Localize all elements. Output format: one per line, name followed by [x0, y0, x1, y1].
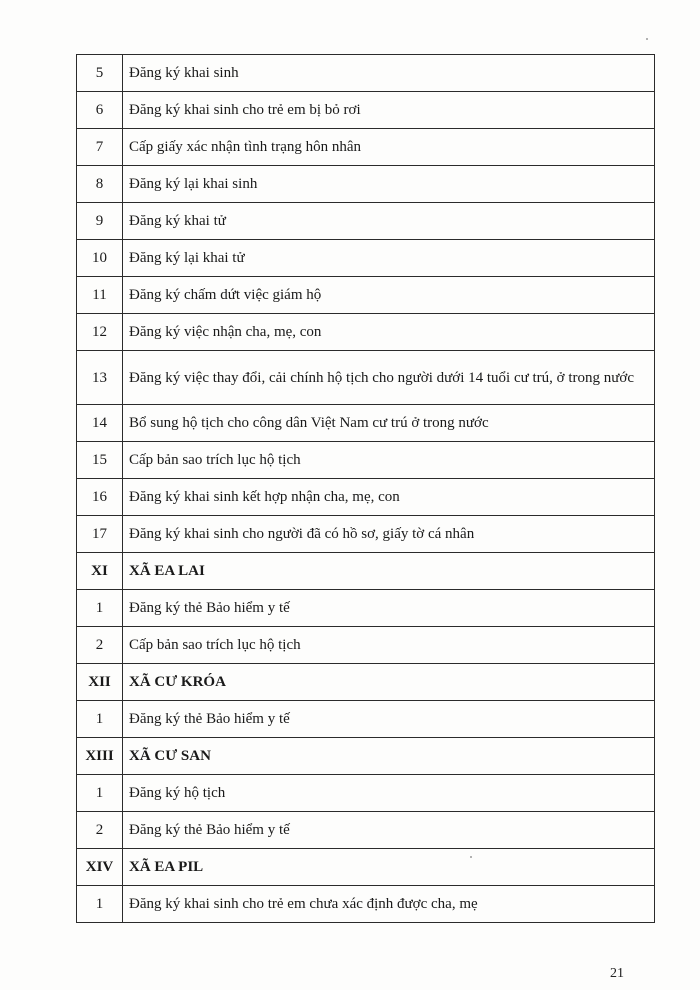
table-row — [77, 701, 655, 738]
section-row-cu-kroa — [77, 664, 655, 701]
section-title: XÃ EA LAI — [123, 553, 655, 590]
table-row — [77, 240, 655, 277]
procedure-name: Bổ sung hộ tịch cho công dân Việt Nam cư trú ở trong nước — [123, 405, 655, 442]
procedure-name: Đăng ký hộ tịch — [123, 775, 655, 812]
section-row-cu-san — [77, 738, 655, 775]
section-title: XÃ CƯ SAN — [123, 738, 655, 775]
table-row — [77, 775, 655, 812]
procedure-name: Đăng ký khai sinh — [123, 55, 655, 92]
section-row-ea-lai — [77, 553, 655, 590]
procedures-table — [76, 54, 655, 923]
scan-speck — [470, 856, 472, 858]
procedure-name: Đăng ký việc nhận cha, mẹ, con — [123, 314, 655, 351]
section-number: XIII — [77, 738, 123, 775]
procedure-name: Đăng ký khai sinh cho người đã có hồ sơ, giấy tờ cá nhân — [123, 516, 655, 553]
table-row — [77, 277, 655, 314]
row-number: 13 — [77, 351, 123, 405]
table-row — [77, 405, 655, 442]
section-row-ea-pil — [77, 849, 655, 886]
procedure-name: Đăng ký khai tử — [123, 203, 655, 240]
row-number: 2 — [77, 812, 123, 849]
table-row — [77, 314, 655, 351]
row-number: 1 — [77, 701, 123, 738]
row-number: 17 — [77, 516, 123, 553]
row-number: 11 — [77, 277, 123, 314]
procedure-name: Đăng ký khai sinh cho trẻ em bị bỏ rơi — [123, 92, 655, 129]
procedure-name: Đăng ký khai sinh kết hợp nhận cha, mẹ, con — [123, 479, 655, 516]
table-row — [77, 203, 655, 240]
row-number: 9 — [77, 203, 123, 240]
procedure-name: Đăng ký khai sinh cho trẻ em chưa xác định được cha, mẹ — [123, 886, 655, 923]
row-number: 15 — [77, 442, 123, 479]
procedure-name: Đăng ký chấm dứt việc giám hộ — [123, 277, 655, 314]
row-number: 10 — [77, 240, 123, 277]
row-number: 1 — [77, 886, 123, 923]
table-row — [77, 351, 655, 405]
table-row — [77, 166, 655, 203]
scan-speck — [646, 38, 648, 40]
table-row — [77, 886, 655, 923]
row-number: 14 — [77, 405, 123, 442]
procedure-name: Đăng ký thẻ Bảo hiểm y tế — [123, 701, 655, 738]
table-row — [77, 55, 655, 92]
section-number: XI — [77, 553, 123, 590]
table-row — [77, 92, 655, 129]
procedure-name: Đăng ký lại khai tử — [123, 240, 655, 277]
section-title: XÃ CƯ KRÓA — [123, 664, 655, 701]
row-number: 1 — [77, 590, 123, 627]
row-number: 5 — [77, 55, 123, 92]
procedure-name: Cấp bản sao trích lục hộ tịch — [123, 442, 655, 479]
table-row — [77, 442, 655, 479]
table-row — [77, 479, 655, 516]
table-row — [77, 516, 655, 553]
table-row — [77, 129, 655, 166]
procedure-name: Đăng ký thẻ Bảo hiểm y tế — [123, 812, 655, 849]
section-number: XII — [77, 664, 123, 701]
row-number: 6 — [77, 92, 123, 129]
procedure-name: Cấp giấy xác nhận tình trạng hôn nhân — [123, 129, 655, 166]
row-number: 7 — [77, 129, 123, 166]
row-number: 16 — [77, 479, 123, 516]
procedure-name: Đăng ký thẻ Bảo hiểm y tế — [123, 590, 655, 627]
procedure-name: Đăng ký lại khai sinh — [123, 166, 655, 203]
procedure-name: Cấp bản sao trích lục hộ tịch — [123, 627, 655, 664]
table-row — [77, 590, 655, 627]
section-title: XÃ EA PIL — [123, 849, 655, 886]
table-row — [77, 812, 655, 849]
row-number: 2 — [77, 627, 123, 664]
row-number: 8 — [77, 166, 123, 203]
procedure-name: Đăng ký việc thay đổi, cải chính hộ tịch cho người dưới 14 tuổi cư trú, ở trong nước — [123, 351, 655, 405]
row-number: 12 — [77, 314, 123, 351]
table-row — [77, 627, 655, 664]
page-number: 21 — [610, 966, 624, 981]
section-number: XIV — [77, 849, 123, 886]
row-number: 1 — [77, 775, 123, 812]
